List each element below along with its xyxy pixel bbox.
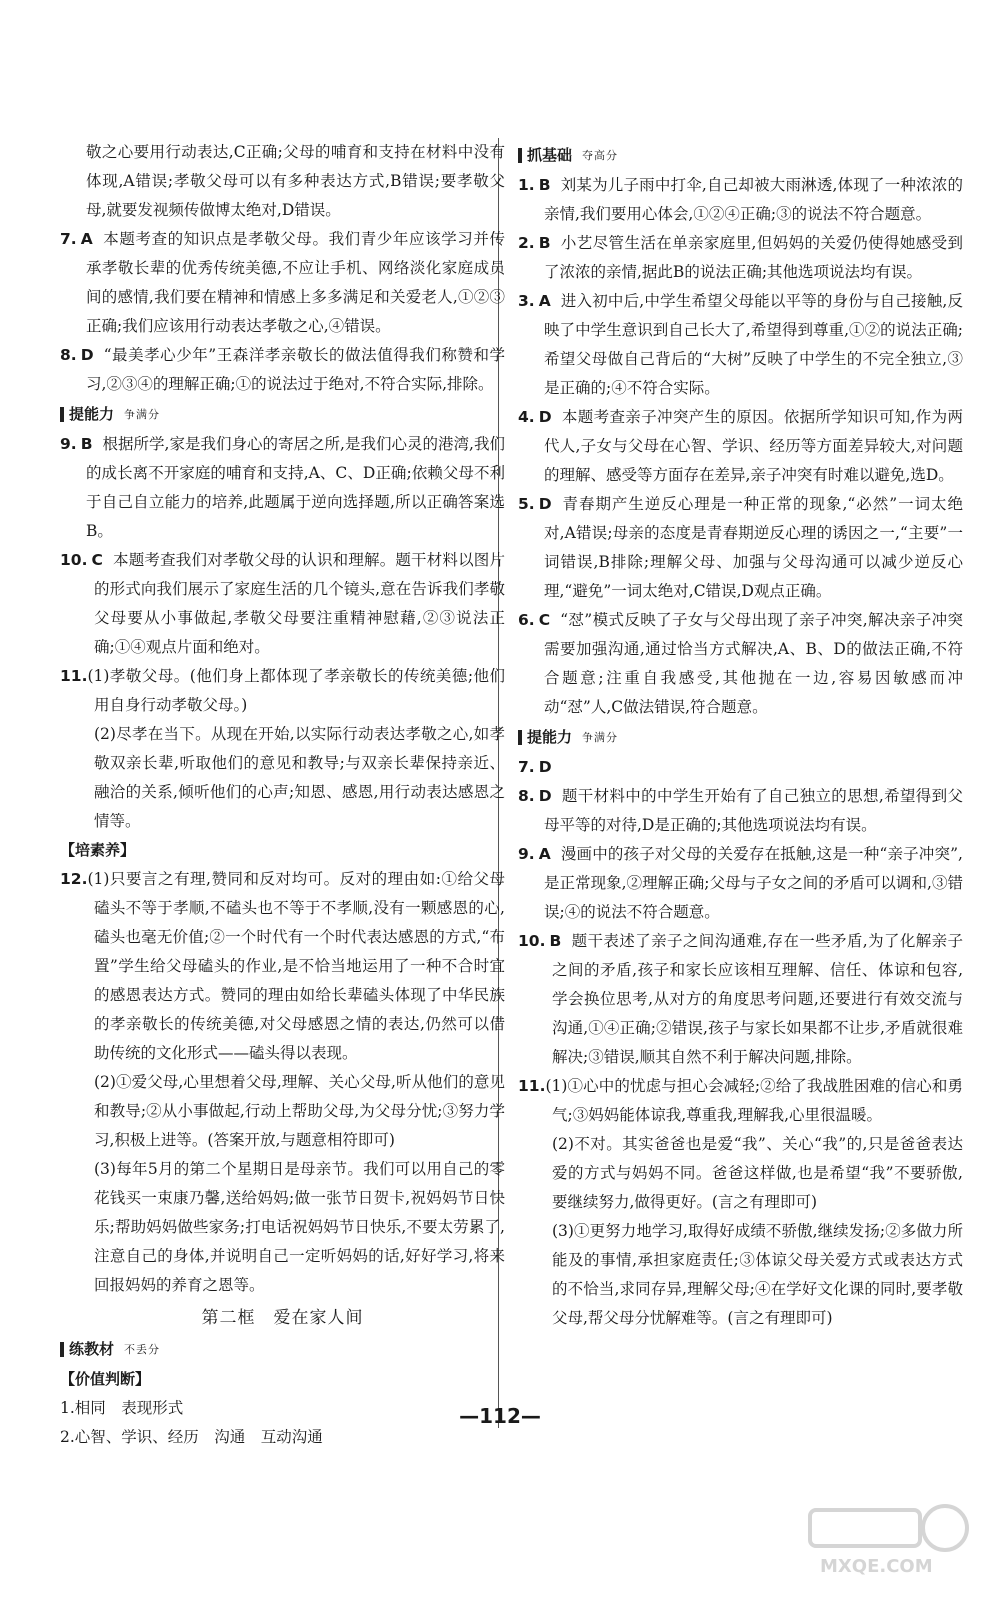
answer-item-4 bbox=[518, 403, 963, 490]
item-explanation: “怼”模式反映了子女与父母出现了亲子冲突,解决亲子冲突需要加强沟通,通过恰当方式解决,A、B、D的做法正确,不符合题意;注重自我感受,其他抛在一边,容易因敏感而冲动“怼”人,C做法错误,符合题意。 bbox=[544, 611, 963, 716]
item-number: 2. bbox=[518, 234, 535, 252]
item-number: 3. bbox=[518, 292, 535, 310]
answer-item-11 bbox=[518, 1072, 963, 1130]
left-column bbox=[60, 138, 505, 1452]
item-explanation: “最美孝心少年”王森洋孝亲敬长的做法值得我们称赞和学习,②③④的理解正确;①的说法过于绝对,不符合实际,排除。 bbox=[86, 346, 505, 393]
section-bar-icon bbox=[60, 1342, 64, 1357]
item-explanation: 题干表述了亲子之间沟通难,存在一些矛盾,为了化解亲子之间的矛盾,孩子和家长应该相互理解、信任、体谅和包容,学会换位思考,从对方的角度思考问题,还要进行有效交流与沟通,①④正确;②错误,孩子与家长如果都不让步,矛盾就很难解决;③错误,顺其自然不利于解决问题,排除。 bbox=[552, 932, 963, 1066]
item-number: 8. bbox=[518, 787, 535, 805]
answer-item-12-part-2: (2)①爱父母,心里想着父母,理解、关心父母,听从他们的意见和教导;②从小事做起,行动上帮助父母,为父母分忧;③努力学习,积极上进等。(答案开放,与题意相符即可) bbox=[94, 1073, 505, 1149]
item-answer: C bbox=[538, 611, 551, 629]
answer-item-11-part-2: (2)尽孝在当下。从现在开始,以实际行动表达孝敬之心,如孝敬双亲长辈,听取他们的意见和教导;与双亲长辈保持亲近、融洽的关系,倾听他们的心声;知恩、感恩,用行动表达感恩之情等。 bbox=[94, 725, 505, 830]
item-answer: B bbox=[80, 435, 93, 453]
lesson-title: 第二框 爱在家人间 bbox=[201, 1308, 364, 1328]
answer-item-7 bbox=[518, 753, 963, 782]
answer-item-8 bbox=[60, 341, 505, 399]
item-explanation: 漫画中的孩子对父母的关爱存在抵触,这是一种“亲子冲突”,是正常现象,②理解正确;父母与子女之间的矛盾可以调和,③错误;④的说法不符合题意。 bbox=[544, 845, 963, 921]
answer-item-10 bbox=[518, 927, 963, 1072]
value-judgement-1: 1.相同 表现形式 bbox=[60, 1399, 184, 1417]
item-number: 7. bbox=[60, 230, 77, 248]
section-peisuyang: 【培素养】 bbox=[60, 841, 136, 859]
item-number: 9. bbox=[518, 845, 535, 863]
answer-item-2 bbox=[518, 229, 963, 287]
page-number: —112— bbox=[459, 1404, 541, 1428]
item-explanation: 本题考查亲子冲突产生的原因。依据所学知识可知,作为两代人,子女与父母在心智、学识、经历等方面差异较大,对问题的理解、感受等方面存在差异,亲子冲突有时难以避免,选D。 bbox=[544, 408, 963, 484]
section-sublabel: 争满分 bbox=[124, 408, 161, 421]
answer-item-12 bbox=[60, 865, 505, 1068]
section-label: 提能力 bbox=[69, 405, 115, 423]
item-answer: A bbox=[80, 230, 93, 248]
answer-item-5 bbox=[518, 490, 963, 606]
item-explanation: 题干材料中的中学生开始有了自己独立的思想,希望得到父母平等的对待,D是正确的;其他选项说法均有误。 bbox=[544, 787, 963, 834]
item-number: 12. bbox=[60, 870, 88, 888]
section-label: 提能力 bbox=[527, 728, 573, 746]
answer-item-11-part-2: (2)不对。其实爸爸也是爱“我”、关心“我”的,只是爸爸表达爱的方式与妈妈不同。爸爸这样做,也是希望“我”不要骄傲,要继续努力,做得更好。(言之有理即可) bbox=[552, 1135, 963, 1211]
item-number: 6. bbox=[518, 611, 535, 629]
item-answer: C bbox=[91, 551, 103, 569]
answer-item-8 bbox=[518, 782, 963, 840]
watermark-logo-icon bbox=[800, 1500, 980, 1580]
svg-text:MXQE.COM: MXQE.COM bbox=[820, 1556, 933, 1577]
item-number: 4. bbox=[518, 408, 535, 426]
item-number: 10. bbox=[60, 551, 88, 569]
item-number: 8. bbox=[60, 346, 77, 364]
section-sublabel: 不丢分 bbox=[124, 1343, 161, 1356]
item-number: 9. bbox=[60, 435, 77, 453]
item-part-1: (1)只要言之有理,赞同和反对均可。反对的理由如:①给父母磕头不等于孝顺,不磕头也不等于不孝顺,没有一颗感恩的心,磕头也毫无价值;②一个时代有一个时代表达感恩的方式,“布置”学生给父母磕头的作业,是不恰当地运用了一种不合时宜的感恩表达方式。赞同的理由如给长辈磕头体现了中华民族的孝亲敬长的传统美德,对父母感恩之情的表达,仍然可以借助传统的文化形式——磕头得以表现。 bbox=[87, 870, 505, 1062]
answer-item-7 bbox=[60, 225, 505, 341]
item-answer: B bbox=[538, 176, 551, 194]
section-sublabel: 争满分 bbox=[582, 731, 619, 744]
section-bar-icon bbox=[60, 407, 64, 422]
value-judgement-2: 2.心智、学识、经历 沟通 互动沟通 bbox=[60, 1428, 323, 1446]
section-header-tinengli bbox=[60, 400, 505, 429]
item-explanation: 进入初中后,中学生希望父母能以平等的身份与自己接触,反映了中学生意识到自己长大了,希望得到尊重,①②的说法正确;希望父母做自己背后的“大树”反映了中学生的不完全独立,③是正确的;④不符合实际。 bbox=[544, 292, 963, 397]
answer-item-3 bbox=[518, 287, 963, 403]
section-bar-icon bbox=[518, 730, 522, 745]
item-explanation: 刘某为儿子雨中打伞,自己却被大雨淋透,体现了一种浓浓的亲情,我们要用心体会,①②④正确;③的说法不符合题意。 bbox=[544, 176, 963, 223]
item-answer: D bbox=[538, 408, 552, 426]
answer-item-1 bbox=[518, 171, 963, 229]
section-label: 练教材 bbox=[69, 1340, 115, 1358]
item-answer: B bbox=[538, 234, 551, 252]
answer-item-9 bbox=[60, 430, 505, 546]
item-explanation: 本题考查我们对孝敬父母的认识和理解。题干材料以图片的形式向我们展示了家庭生活的几个镜头,意在告诉我们孝敬父母要从小事做起,孝敬父母要注重精神慰藉,②③说法正确;①④观点片面和绝对。 bbox=[94, 551, 505, 656]
item-answer: B bbox=[549, 932, 562, 950]
section-header-lianjiaocai bbox=[60, 1335, 505, 1364]
answer-item-11 bbox=[60, 662, 505, 720]
item-part-1: (1)①心中的忧虑与担心会减轻;②给了我战胜困难的信心和勇气;③妈妈能体谅我,尊重我,理解我,心里很温暖。 bbox=[545, 1077, 963, 1124]
item-answer: D bbox=[80, 346, 94, 364]
item-number: 5. bbox=[518, 495, 535, 513]
item-explanation: 小艺尽管生活在单亲家庭里,但妈妈的关爱仍使得她感受到了浓浓的亲情,据此B的说法正确;其他选项说法均有误。 bbox=[544, 234, 963, 281]
item-part-1: (1)孝敬父母。(他们身上都体现了孝亲敬长的传统美德;他们用自身行动孝敬父母。) bbox=[87, 667, 505, 714]
answer-item-10 bbox=[60, 546, 505, 662]
section-sublabel: 夺高分 bbox=[582, 149, 619, 162]
item-number: 10. bbox=[518, 932, 546, 950]
item-answer: D bbox=[538, 495, 552, 513]
item-explanation: 青春期产生逆反心理是一种正常的现象,“必然”一词太绝对,A错误;母亲的态度是青春期逆反心理的诱因之一,“主要”一词错误,B排除;理解父母、加强与父母沟通可以减少逆反心理,“避免”一词太绝对,C错误,D观点正确。 bbox=[544, 495, 963, 600]
item-number: 11. bbox=[60, 667, 88, 685]
section-bar-icon bbox=[518, 148, 522, 163]
right-column bbox=[518, 140, 963, 1333]
item-number: 7. bbox=[518, 758, 535, 776]
answer-item-9 bbox=[518, 840, 963, 927]
answer-item-6 bbox=[518, 606, 963, 722]
section-header-zhuajichu bbox=[518, 141, 963, 170]
continued-answer: 敬之心要用行动表达,C正确;父母的哺育和支持在材料中没有体现,A错误;孝敬父母可以有多种表达方式,B错误;要孝敬父母,就要发视频传做博太绝对,D错误。 bbox=[86, 143, 505, 219]
item-number: 11. bbox=[518, 1077, 546, 1095]
section-label: 抓基础 bbox=[527, 146, 573, 164]
item-answer: A bbox=[538, 292, 551, 310]
item-answer: A bbox=[538, 845, 551, 863]
section-jiazhipanduan: 【价值判断】 bbox=[60, 1370, 151, 1388]
answer-item-11-part-3: (3)①更努力地学习,取得好成绩不骄傲,继续发扬;②多做力所能及的事情,承担家庭责任;③体谅父母关爱方式或表达方式的不恰当,求同存异,理解父母;④在学好文化课的同时,要孝敬父母,帮父母分忧解难等。(言之有理即可) bbox=[552, 1222, 963, 1327]
item-explanation: 本题考查的知识点是孝敬父母。我们青少年应该学习并传承孝敬长辈的优秀传统美德,不应让手机、网络淡化家庭成员间的感情,我们要在精神和情感上多多满足和关爱老人,①②③正确;我们应该用行动表达孝敬之心,④错误。 bbox=[86, 230, 505, 335]
answer-item-12-part-3: (3)每年5月的第二个星期日是母亲节。我们可以用自己的零花钱买一束康乃馨,送给妈妈;做一张节日贺卡,祝妈妈节日快乐;帮助妈妈做些家务;打电话祝妈妈节日快乐,不要太劳累了,注意自己的身体,并说明自己一定听妈妈的话,好好学习,将来回报妈妈的养育之恩等。 bbox=[94, 1160, 505, 1294]
item-answer: D bbox=[538, 787, 552, 805]
item-explanation: 根据所学,家是我们身心的寄居之所,是我们心灵的港湾,我们的成长离不开家庭的哺育和支持,A、C、D正确;依赖父母不利于自己自立能力的培养,此题属于逆向选择题,所以正确答案选B。 bbox=[86, 435, 505, 540]
item-answer: D bbox=[538, 758, 552, 776]
item-number: 1. bbox=[518, 176, 535, 194]
section-header-tinengli bbox=[518, 723, 963, 752]
